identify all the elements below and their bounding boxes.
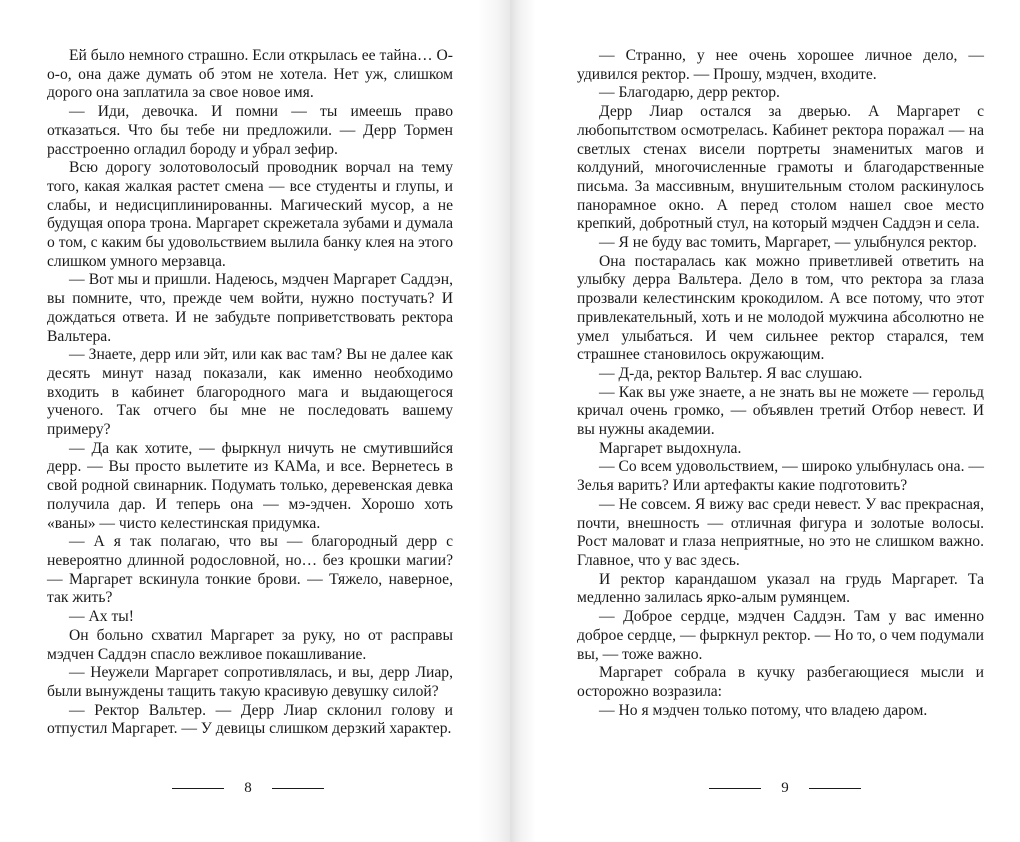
- paragraph: — Д-да, ректор Вальтер. Я вас слушаю.: [599, 364, 863, 382]
- folio-rule-right: [272, 788, 324, 789]
- paragraph: — Не совсем. Я вижу вас среди невест. У вас прекрасная, почти, внешность — отличная фигура и золотые волосы. Рост маловат и глаза неприятные, но это не слишком важно. Главное, что у вас здесь.: [577, 495, 984, 569]
- folio-rule-left: [172, 788, 224, 789]
- page-number: 8: [244, 780, 252, 796]
- paragraph: — Благодарю, дерр ректор.: [599, 84, 780, 102]
- paragraph: Ей было немного страшно. Если открылась ее тайна… О-о-о, она даже думать об этом не хотела. Нет уж, слишком дорого она заплатила за свое новое имя.: [47, 47, 453, 102]
- paragraph: Он больно схватил Маргарет за руку, но от расправы мэдчен Саддэн спасло вежливое покашливание.: [47, 626, 453, 663]
- paragraph: — Доброе сердце, мэдчен Саддэн. Там у вас именно доброе сердце, — фыркнул ректор. — Но то, о чем подумали вы, — тоже важно.: [577, 608, 984, 663]
- paragraph: — Со всем удовольствием, — широко улыбнулась она. — Зелья варить? Или артефакты какие подготовить?: [577, 458, 984, 495]
- page-number-footer: [685, 780, 885, 797]
- folio-rule-right: [809, 788, 861, 789]
- paragraph: Дерр Лиар остался за дверью. А Маргарет с любопытством осмотрелась. Кабинет ректора поражал — на светлых стенах висели портреты знаменитых магов и колдуний, многочисленные грамоты и благодарственные письма. За массивным, внушительным столом раскинулось панорамное окно. А перед столом нашел свое место крепкий, добротный стул, на который мэдчен Саддэн и села.: [577, 103, 984, 233]
- paragraph: — А я так полагаю, что вы — благородный дерр с невероятно длинной родословной, но… без крошки магии? — Маргарет вскинула тонкие брови. — Тяжело, наверное, так жить?: [47, 533, 453, 607]
- gutter-shadow: [478, 0, 510, 842]
- paragraph: Маргарет выдохнула.: [599, 439, 742, 457]
- paragraph: — Я не буду вас томить, Маргарет, — улыбнулся ректор.: [599, 234, 977, 252]
- left-page-text: [47, 47, 453, 739]
- paragraph: Она постаралась как можно приветливей ответить на улыбку дерра Вальтера. Дело в том, что ректора за глаза прозвали келестинским крокодилом. А все потому, что этот привлекательный, хоть и не молодой мужчина абсолютно не умел улыбаться. И чем сильнее ректор старался, тем страшнее становилось окружающим.: [577, 252, 984, 364]
- paragraph: — Ах ты!: [69, 608, 134, 626]
- paragraph: — Ректор Вальтер. — Дерр Лиар склонил голову и отпустил Маргарет. — У девицы слишком дерзкий характер.: [47, 701, 453, 738]
- paragraph: — Вот мы и пришли. Надеюсь, мэдчен Маргарет Саддэн, вы помните, что, прежде чем войти, нужно постучать? И дождаться ответа. И не забудьте поприветствовать ректора Вальтера.: [47, 271, 453, 345]
- paragraph: — Иди, девочка. И помни — ты имеешь право отказаться. Что бы тебе ни предложили. — Дерр Тормен расстроенно огладил бороду и убрал зефир.: [47, 103, 453, 158]
- paragraph: — Как вы уже знаете, а не знать вы не можете — герольд кричал очень громко, — объявлен третий Отбор невест. И вы нужны академии.: [577, 383, 984, 439]
- paragraph: — Знаете, дерр или эйт, или как вас там? Вы не далее как десять минут назад показали, как именно необходимо входить в кабинет благородного мага и выдающегося ученого. Так отчего бы мне не последовать вашему примеру?: [47, 346, 453, 439]
- folio-rule-left: [709, 788, 761, 789]
- paragraph: Всю дорогу золотоволосый проводник ворчал на тему того, какая жалкая растет смена — все студенты и глупы, и слабы, и недисциплинированны. Магический мусор, а не будущая опора трона. Маргарет скрежетала зубами и думала о том, с каким бы удовольствием вылила банку клея на этого слишком умного мерзавца.: [47, 159, 453, 270]
- page-number: 9: [781, 780, 789, 796]
- gutter-shadow: [510, 0, 536, 842]
- paragraph: — Да как хотите, — фыркнул ничуть не смутившийся дерр. — Вы просто вылетите из КАМа, и все. Вернетесь в свой родной свинарник. Подумать только, деревенская девка получила дар. И теперь она — мэ-эдчен. Хорошо хоть «ваны» — чисто келестинская придумка.: [47, 439, 453, 532]
- right-page: [510, 0, 1020, 842]
- paragraph: — Неужели Маргарет сопротивлялась, и вы, дерр Лиар, были вынуждены тащить такую красивую девушку силой?: [47, 664, 453, 700]
- paragraph: — Странно, у нее очень хорошее личное дело, — удивился ректор. — Прошу, мэдчен, входите.: [577, 47, 984, 83]
- right-page-text: [577, 47, 984, 720]
- paragraph: И ректор карандашом указал на грудь Маргарет. Та медленно залилась ярко-алым румянцем.: [577, 570, 984, 607]
- paragraph: Маргарет собрала в кучку разбегающиеся мысли и осторожно возразила:: [577, 664, 984, 700]
- paragraph: — Но я мэдчен только потому, что владею даром.: [599, 701, 928, 719]
- page-number-footer: [148, 780, 348, 797]
